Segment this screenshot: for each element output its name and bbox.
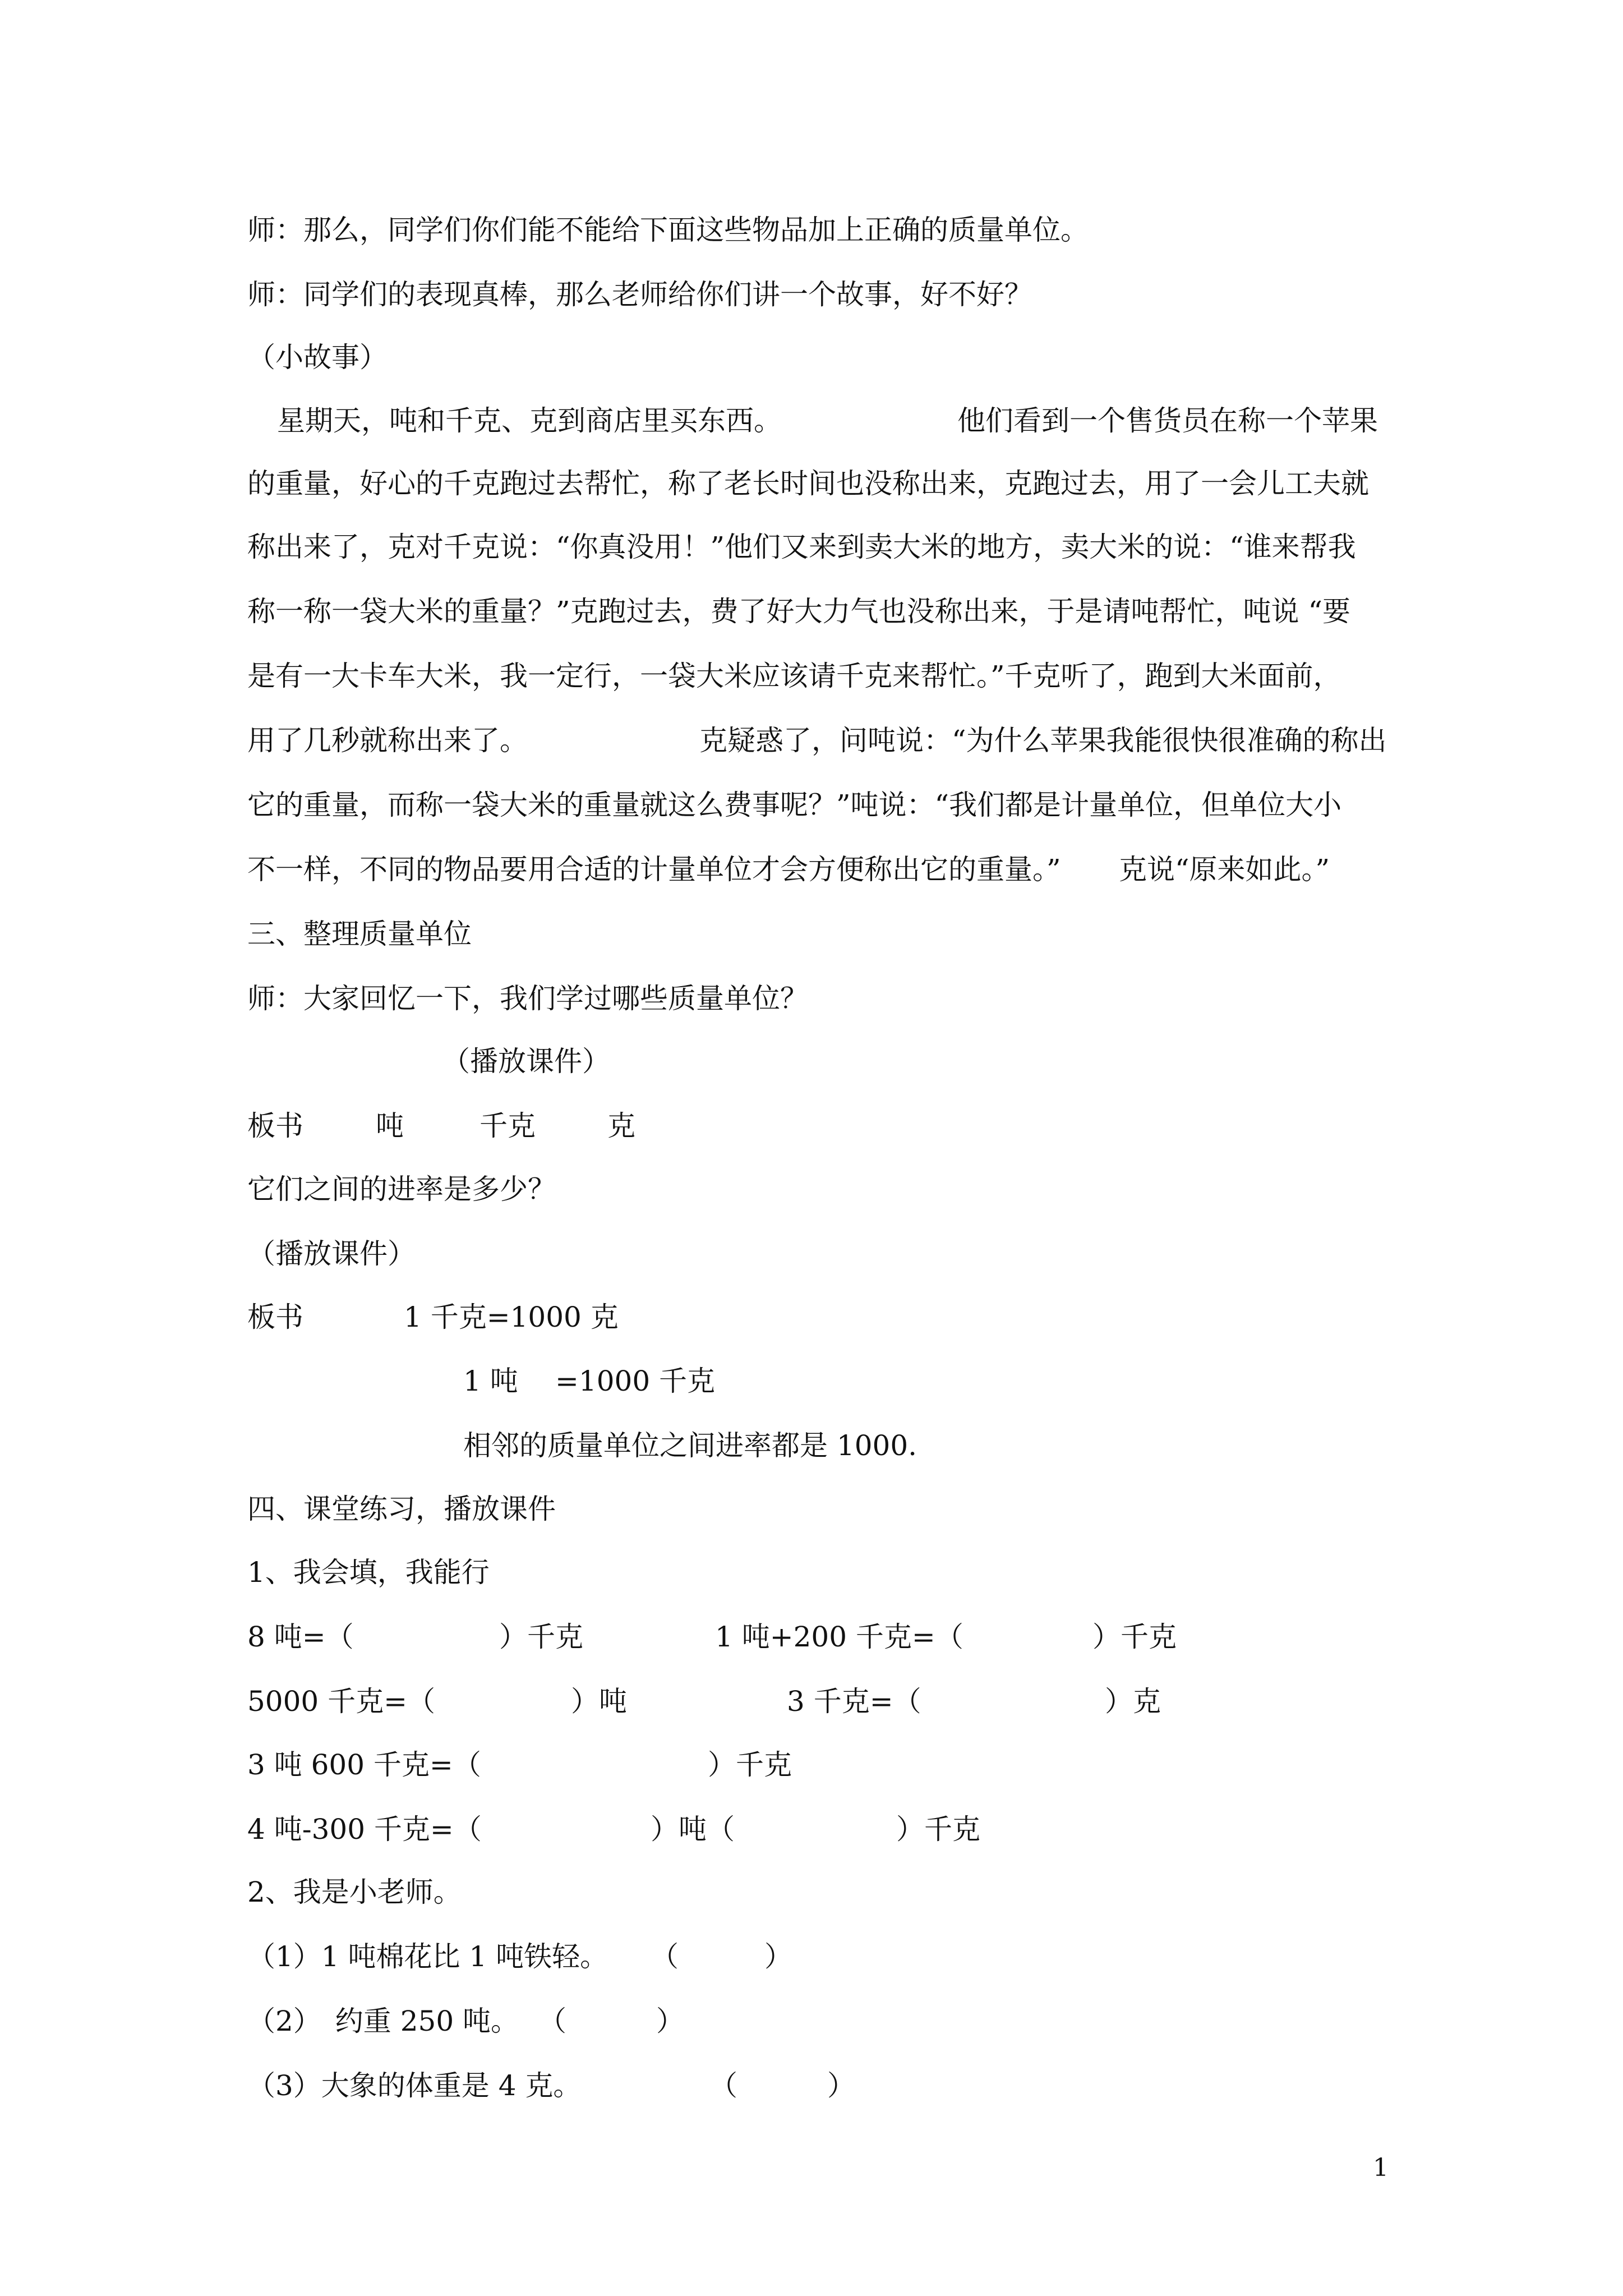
fill-4-suffix: ）千克: [896, 1813, 980, 1846]
judge-item-2-open: （: [538, 2005, 566, 2037]
story-line-4: 称一称一袋大米的重量？”克跑过去，费了好大力气也没称出来，于是请吨帮忙，吨说 “要: [247, 595, 1351, 628]
page-number: 1: [1373, 2154, 1389, 2182]
fill-2b-prefix: 3 千克=（: [787, 1685, 921, 1718]
board-label-2: 板书: [247, 1301, 303, 1333]
story-line-1b: 他们看到一个售货员在称一个苹果: [957, 404, 1378, 437]
board-equation-2a: 1 吨: [463, 1365, 518, 1397]
teacher-line-1: 师：那么，同学们你们能不能给下面这些物品加上正确的质量单位。: [247, 214, 1089, 246]
board-label-1: 板书: [247, 1110, 303, 1142]
board-unit-gram: 克: [607, 1110, 635, 1142]
play-courseware-1: （播放课件）: [442, 1045, 610, 1078]
board-note: 相邻的质量单位之间进率都是 1000.: [463, 1429, 917, 1462]
fill-1b-suffix: ）千克: [1092, 1621, 1177, 1653]
exercise-1-heading: 1、我会填，我能行: [247, 1556, 490, 1589]
teacher-question-1: 师：大家回忆一下，我们学过哪些质量单位？: [247, 982, 808, 1015]
fill-1a-suffix: ）千克: [499, 1621, 583, 1653]
story-heading: （小故事）: [247, 341, 388, 374]
board-unit-kilogram: 千克: [479, 1110, 536, 1142]
board-unit-ton: 吨: [376, 1110, 404, 1142]
story-line-6b: 克疑惑了，问吨说：“为什么苹果我能很快很准确的称出: [699, 724, 1387, 757]
exercise-2-heading: 2、我是小老师。: [247, 1876, 462, 1908]
fill-2b-suffix: ）克: [1105, 1685, 1161, 1718]
story-line-8b: 克说“原来如此。”: [1119, 853, 1330, 886]
story-line-6a: 用了几秒就称出来了。: [247, 724, 528, 757]
fill-4-middle: ）吨（: [651, 1813, 735, 1846]
board-equation-1: 1 千克=1000 克: [404, 1301, 619, 1333]
fill-3-prefix: 3 吨 600 千克=（: [247, 1749, 481, 1781]
board-equation-2b: =1000 千克: [555, 1365, 716, 1397]
judge-item-1: （1）1 吨棉花比 1 吨铁轻。: [247, 1940, 608, 1973]
teacher-question-2: 它们之间的进率是多少？: [247, 1173, 556, 1205]
play-courseware-2: （播放课件）: [247, 1237, 416, 1270]
fill-1a-prefix: 8 吨=（: [247, 1621, 354, 1653]
fill-1b-prefix: 1 吨+200 千克=（: [715, 1621, 963, 1653]
judge-item-2: （2） 约重 250 吨。: [247, 2005, 519, 2037]
story-line-7: 它的重量，而称一袋大米的重量就这么费事呢？”吨说：“我们都是计量单位，但单位大小: [247, 789, 1342, 821]
teacher-line-2: 师：同学们的表现真棒，那么老师给你们讲一个故事，好不好？: [247, 278, 1032, 311]
story-line-5: 是有一大卡车大米，我一定行，一袋大米应该请千克来帮忙。”千克听了，跑到大米面前，: [247, 660, 1341, 692]
judge-item-1-open: （: [651, 1940, 679, 1973]
judge-item-1-close: ）: [764, 1940, 792, 1973]
fill-2a-suffix: ）吨: [571, 1685, 627, 1718]
fill-2a-prefix: 5000 千克=（: [247, 1685, 436, 1718]
judge-item-3-close: ）: [827, 2069, 855, 2102]
section-4-heading: 四、课堂练习，播放课件: [247, 1493, 556, 1525]
story-line-8a: 不一样，不同的物品要用合适的计量单位才会方便称出它的重量。”: [247, 853, 1061, 886]
section-3-heading: 三、整理质量单位: [247, 918, 472, 950]
fill-4-prefix: 4 吨-300 千克=（: [247, 1813, 482, 1846]
fill-3-suffix: ）千克: [708, 1749, 792, 1781]
judge-item-3-open: （: [709, 2069, 737, 2102]
story-line-2: 的重量，好心的千克跑过去帮忙，称了老长时间也没称出来，克跑过去，用了一会儿工夫就: [247, 467, 1369, 500]
story-line-3: 称出来了，克对千克说：“你真没用！”他们又来到卖大米的地方，卖大米的说：“谁来帮我: [247, 531, 1356, 563]
judge-item-2-close: ）: [656, 2005, 684, 2037]
story-line-1a: 星期天，吨和千克、克到商店里买东西。: [277, 404, 782, 437]
judge-item-3: （3）大象的体重是 4 克。: [247, 2069, 582, 2102]
